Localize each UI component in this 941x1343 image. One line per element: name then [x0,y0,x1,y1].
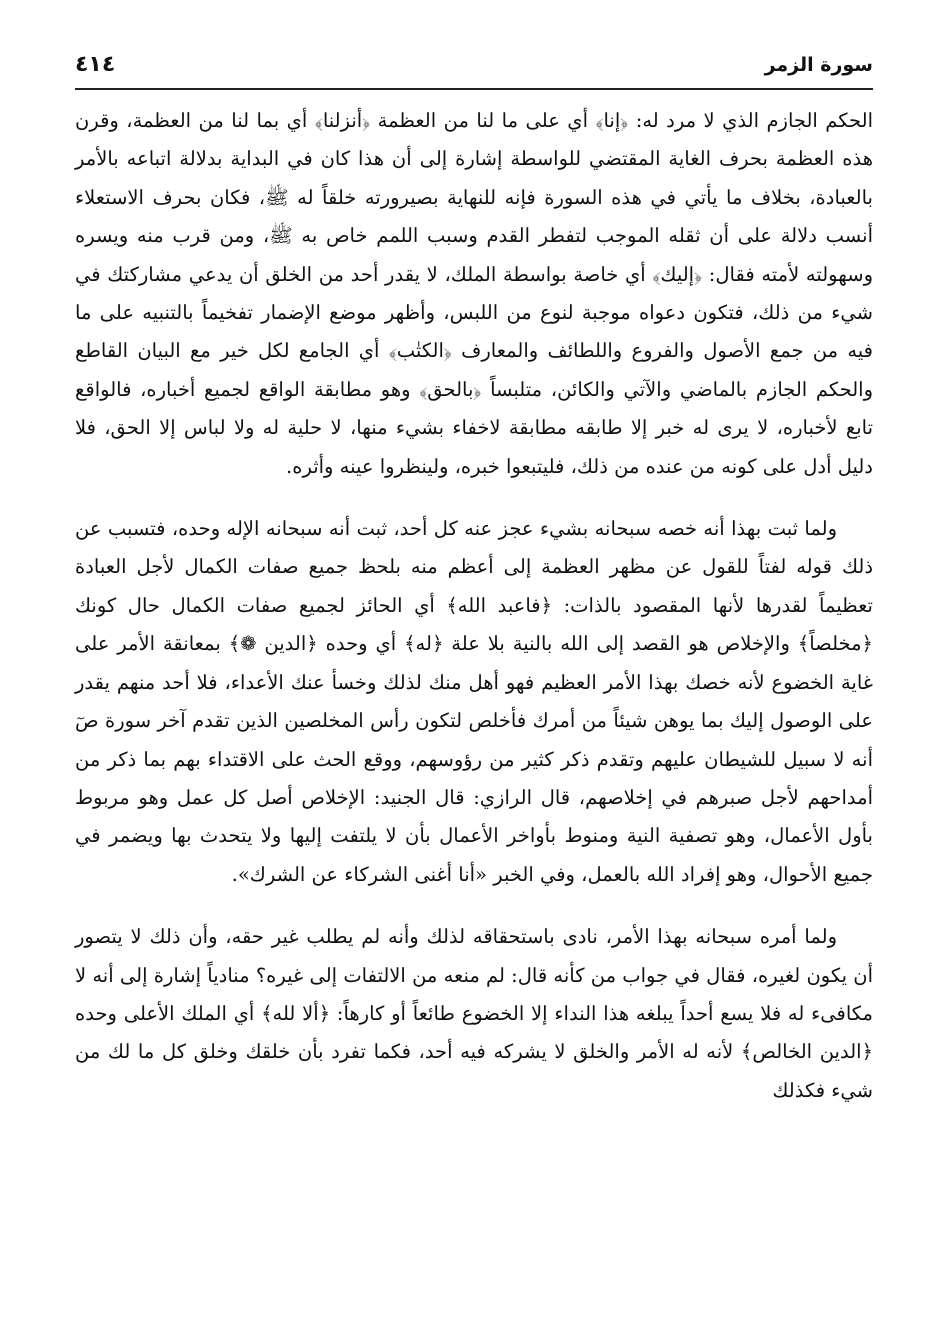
page-body [75,102,873,1110]
page-number: ٤١٤ [75,52,116,77]
paragraph-2: ولما ثبت بهذا أنه خصه سبحانه بشيء عجز عنه كل أحد، ثبت أنه سبحانه الإله وحده، فتسبب عن ذلك قوله لفتاً للقول عن مظهر العظمة إلى أعظم منه بلحظ جميع صفات الكمال لأجل العبادة تعظيماً لقدرها لأنها المقصود بالذات: ﴿فاعبد الله﴾ أي الحائز لجميع صفات الكمال حال كونك ﴿مخلصاً﴾ والإخلاص هو القصد إلى الله بالنية بلا علة ﴿له﴾ أي وحده ﴿الدين ❁﴾ بمعانقة الأمر على غاية الخضوع لأنه خصك بهذا الأمر العظيم فهو أهل منك لذلك وخسأ عنك الأعداء، فلا أحد منهم يقدر على الوصول إليك بما يوهن شيئاً من أمرك فأخلص لتكون رأس المخلصين الذين تقدم آخر سورة صٓ أنه لا سبيل للشيطان عليهم وتقدم ذكر كثير من رؤوسهم، ووقع الحث على الاقتداء بهم بما ذكر من أمداحهم لأجل صبرهم في إخلاصهم، قال الرازي: قال الجنيد: الإخلاص أصل كل عمل وهو مربوط بأول الأعمال، وهو تصفية النية ومنوط بأواخر الأعمال بأن لا يلتفت إليها ولا يتحدث بها ويضمر في جميع الأحوال، وهو إفراد الله بالعمل، وفي الخبر «أنا أغنى الشركاء عن الشرك». [75,517,873,886]
page-header [75,52,873,86]
paragraph-3: ولما أمره سبحانه بهذا الأمر، نادى باستحقاقه لذلك وأنه لم يطلب غير حقه، وأن ذلك لا يتصور أن يكون لغيره، فقال في جواب من كأنه قال: لم منعه من الالتفات إلى غيره؟ منادياً إشارة إلى أنه لا مكافىء له فلا يسع أحداً يبلغه هذا النداء إلا الخضوع طائعاً أو كارهاً: ﴿ألا لله﴾ أي الملك الأعلى وحده ﴿الدين الخالص﴾ لأنه له الأمر والخلق لا يشركه فيه أحد، فكما تفرد بأن خلقك وخلق كل ما لك من شيء فكذلك [75,925,873,1102]
surah-title: سورة الزمر [764,54,873,76]
paragraph-1: الحكم الجازم الذي لا مرد له: ﴿إنا﴾ أي على ما لنا من العظمة ﴿أنزلنا﴾ أي بما لنا من العظمة، وقرن هذه العظمة بحرف الغاية المقتضي للواسطة إشارة إلى أن هذا كان في البداية بدلالة اتباعه بالأمر بالعبادة، بخلاف ما يأتي في هذه السورة فإنه للنهاية بصيرورته خلقاً له ﷺ، فكان بحرف الاستعلاء أنسب دلالة على أن ثقله الموجب لتفطر القدم وسبب اللمم خاص به ﷺ، ومن قرب منه ويسره وسهولته لأمته فقال: ﴿إليك﴾ أي خاصة بواسطة الملك، لا يقدر أحد من الخلق أن يدعي مشاركتك في شيء من ذلك، فتكون دعواه موجبة لنوع من اللبس، وأظهر موضع الإضمار تفخيماً بالتنبيه على ما فيه من جمع الأصول والفروع واللطائف والمعارف ﴿الكتٰب﴾ أي الجامع لكل خير مع البيان القاطع والحكم الجازم بالماضي والآتي والكائن، متلبساً ﴿بالحق﴾ وهو مطابقة الواقع لجميع أخباره، فالواقع تابع لأخباره، لا يرى له خبر إلا طابقه مطابقة لاخفاء بشيء منها، لا حلية له ولا لباس إلا الحق، فلا دليل أدل على كونه من عنده من ذلك، فليتبعوا خبره، ولينظروا عينه وأثره. [75,109,873,478]
header-divider [75,88,873,90]
